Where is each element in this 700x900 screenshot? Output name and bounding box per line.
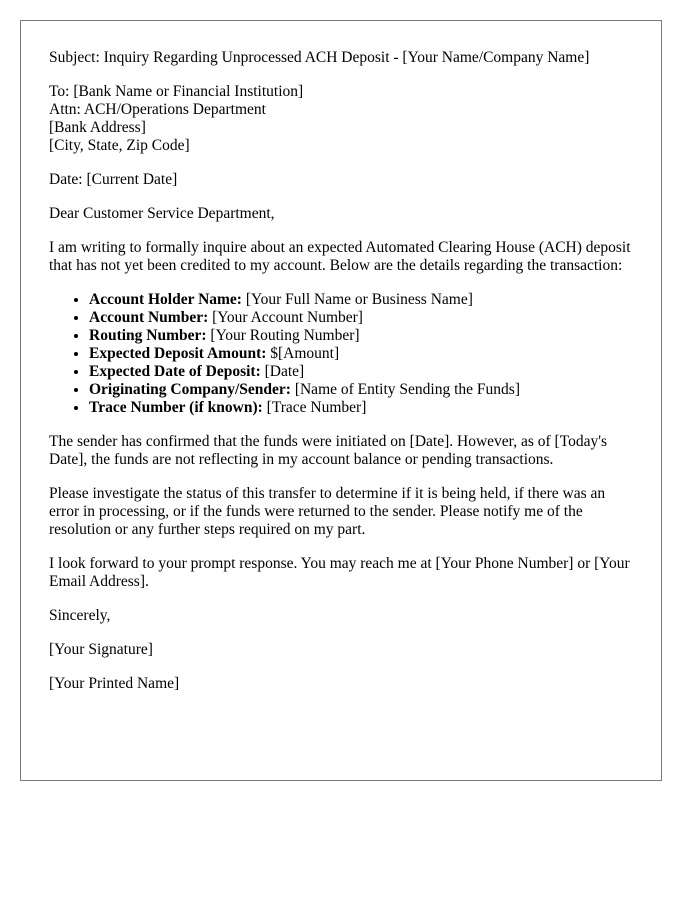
list-item xyxy=(89,399,633,417)
recipient-to: To: [Bank Name or Financial Institution] xyxy=(49,83,304,100)
letter-date: Date: [Current Date] xyxy=(49,171,178,188)
detail-value: [Trace Number] xyxy=(262,399,367,416)
list-item xyxy=(89,327,633,345)
detail-value: [Your Routing Number] xyxy=(206,327,360,344)
detail-label: Expected Deposit Amount: xyxy=(89,345,267,362)
transaction-details-list xyxy=(49,291,633,417)
recipient-block xyxy=(49,83,633,155)
detail-value: [Your Account Number] xyxy=(208,309,363,326)
letter-page xyxy=(20,20,662,781)
detail-value: [Your Full Name or Business Name] xyxy=(241,291,473,308)
intro-paragraph: I am writing to formally inquire about an expected Automated Clearing House (ACH) deposit that has not yet been credited to my account. Below are the details regarding the transaction: xyxy=(49,239,631,274)
detail-label: Routing Number: xyxy=(89,327,207,344)
detail-label: Account Number: xyxy=(89,309,209,326)
list-item xyxy=(89,309,633,327)
salutation: Dear Customer Service Department, xyxy=(49,205,275,222)
detail-label: Originating Company/Sender: xyxy=(89,381,291,398)
detail-label: Expected Date of Deposit: xyxy=(89,363,261,380)
detail-value: $[Amount] xyxy=(266,345,340,362)
detail-value: [Date] xyxy=(260,363,305,380)
detail-label: Trace Number (if known): xyxy=(89,399,263,416)
body-paragraph-sender-confirmation: The sender has confirmed that the funds were initiated on [Date]. However, as of [Today's Date], the funds are not reflecting in my account balance or pending transactions. xyxy=(49,433,608,468)
list-item xyxy=(89,345,633,363)
closing: Sincerely, xyxy=(49,607,111,624)
recipient-address: [Bank Address] xyxy=(49,119,146,136)
body-paragraph-investigation-request: Please investigate the status of this transfer to determine if it is being held, if there was an error in processing, or if the funds were returned to the sender. Please notify me of the resolution or any further steps required on my part. xyxy=(49,485,606,538)
list-item xyxy=(89,381,633,399)
body-paragraph-contact: I look forward to your prompt response. You may reach me at [Your Phone Number] or [Your Email Address]. xyxy=(49,555,630,590)
recipient-city-state-zip: [City, State, Zip Code] xyxy=(49,137,190,154)
letter-subject: Subject: Inquiry Regarding Unprocessed ACH Deposit - [Your Name/Company Name] xyxy=(49,49,590,66)
list-item xyxy=(89,363,633,381)
list-item xyxy=(89,291,633,309)
signature: [Your Signature] xyxy=(49,641,153,658)
detail-value: [Name of Entity Sending the Funds] xyxy=(290,381,520,398)
recipient-attn: Attn: ACH/Operations Department xyxy=(49,101,266,118)
detail-label: Account Holder Name: xyxy=(89,291,242,308)
printed-name: [Your Printed Name] xyxy=(49,675,180,692)
